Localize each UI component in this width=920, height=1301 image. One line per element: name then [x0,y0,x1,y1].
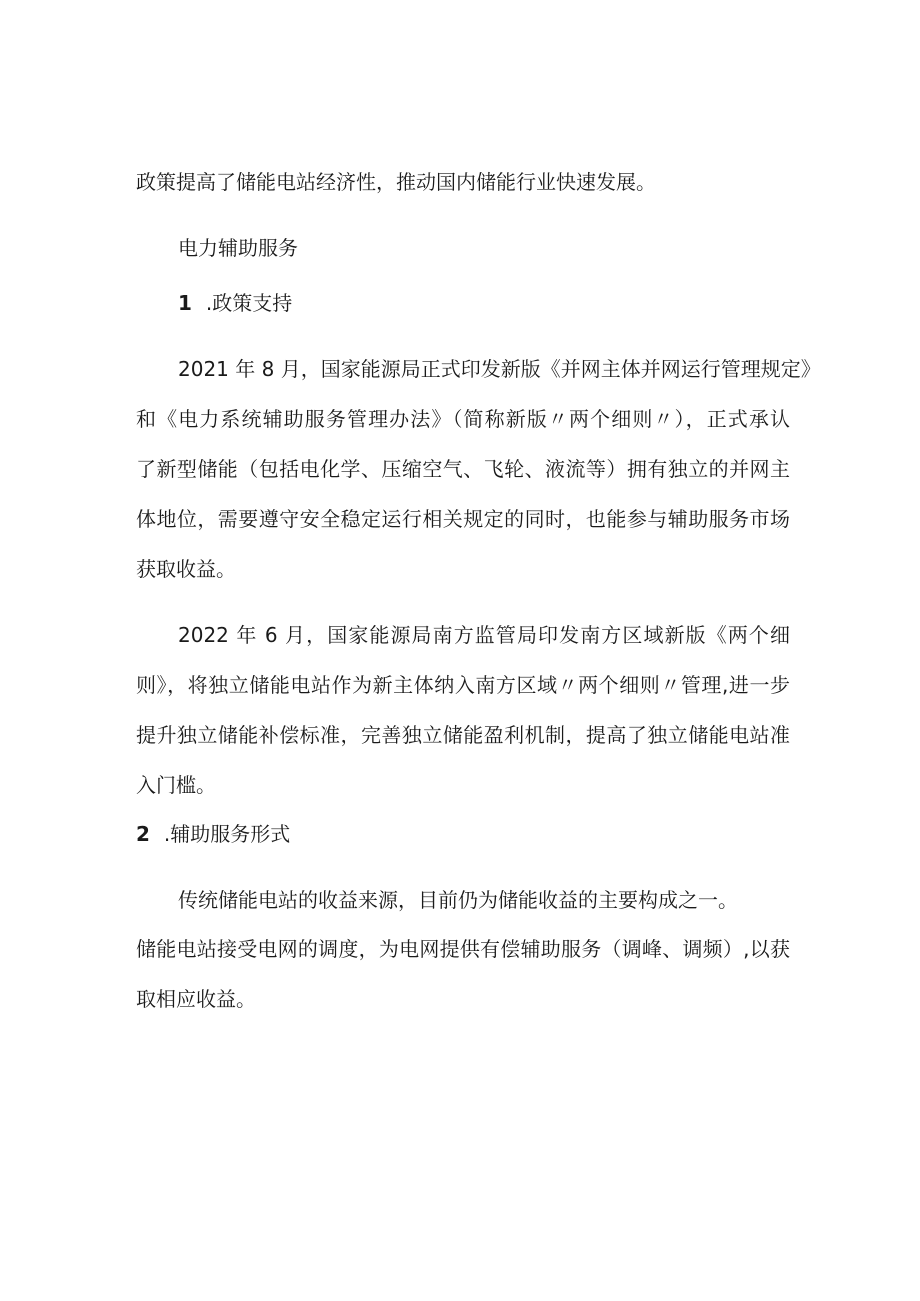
subsection-number-1: 1 [178,291,192,315]
section-title: 电力辅助服务 [178,236,298,260]
intro-line: 政策提高了储能电站经济性，推动国内储能行业快速发展。 [136,170,656,194]
subsection-title-2: .辅助服务形式 [163,822,291,846]
paragraph-line: 取相应收益。 [136,987,256,1011]
subsection-heading-2 [136,822,290,846]
subsection-number-2: 2 [136,822,150,846]
paragraph-line: 入门槛。 [136,773,216,797]
paragraph-line: 储能电站接受电网的调度，为电网提供有偿辅助服务（调峰、调频）,以获 [136,937,790,961]
subsection-title-1: .政策支持 [205,291,293,315]
paragraph-line: 获取收益。 [136,557,236,581]
paragraph-line: 2021 年 8 月，国家能源局正式印发新版《并网主体并网运行管理规定》 [178,357,821,381]
paragraph-line: 则》，将独立储能电站作为新主体纳入南方区域〃两个细则〃管理,进一步 [136,673,790,697]
paragraph-line: 提升独立储能补偿标准，完善独立储能盈利机制，提高了独立储能电站准 [136,723,790,747]
paragraph-line: 和《电力系统辅助服务管理办法》（简称新版〃两个细则〃），正式承认 [136,407,790,431]
subsection-heading-1 [178,291,292,315]
paragraph-line: 2022 年 6 月，国家能源局南方监管局印发南方区域新版《两个细 [178,623,790,647]
paragraph-line: 体地位，需要遵守安全稳定运行相关规定的同时，也能参与辅助服务市场 [136,507,790,531]
paragraph-line: 传统储能电站的收益来源，目前仍为储能收益的主要构成之一。 [178,888,738,912]
paragraph-line: 了新型储能（包括电化学、压缩空气、飞轮、液流等）拥有独立的并网主 [136,457,790,481]
